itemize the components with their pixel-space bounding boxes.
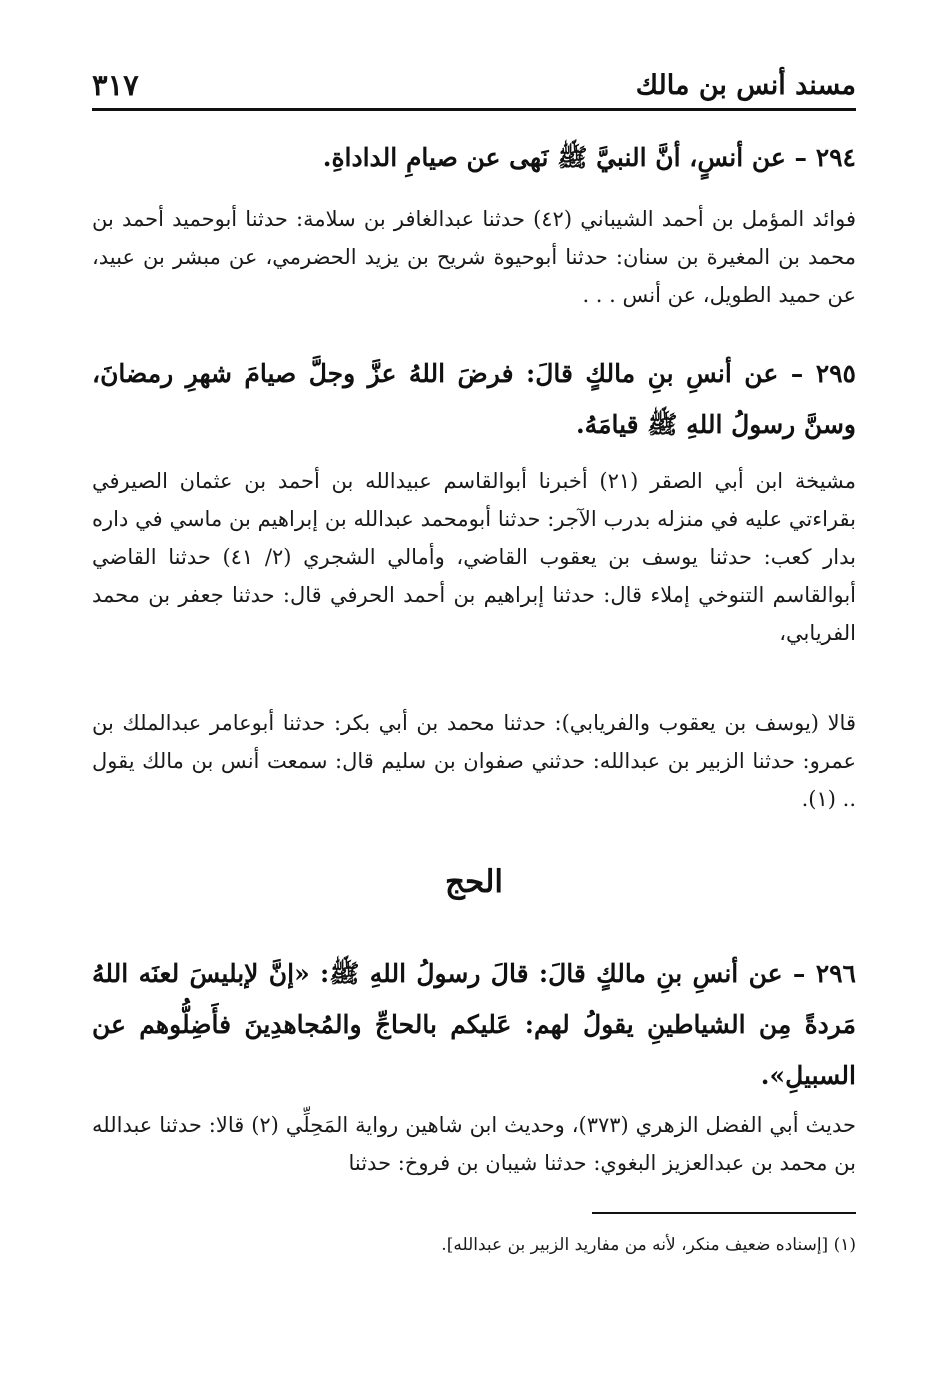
hadith-296-text: ٢٩٦ – عن أنسِ بنِ مالكٍ قالَ: قالَ رسولُ اللهِ ﷺ: «إنَّ لإبليسَ لعنَه اللهُ مَردةً مِن الشياطينِ يقولُ لهم: عَليكم بالحاجِّ والمُجاهدِينَ فأَضِلُّوهم عن السبيلِ». [92, 959, 856, 1090]
footnote: (١) [إسناده ضعيف منكر، لأنه من مفاريد الزبير بن عبدالله]. [441, 1235, 856, 1255]
section-title: الحج [444, 864, 504, 900]
hadith-296-source: حديث أبي الفضل الزهري (٣٧٣)، وحديث ابن شاهين رواية المَحِلِّي (٢) قالا: حدثنا عبدالله بن محمد بن عبدالعزيز البغوي: حدثنا شيبان بن فروخ: حدثنا [92, 1113, 856, 1175]
footnote-rule [592, 1212, 856, 1214]
page-header [92, 66, 856, 108]
hadith-294-text: ٢٩٤ – عن أنسٍ، أنَّ النبيَّ ﷺ نَهى عن صيامِ الداداةِ. [322, 143, 856, 172]
running-title: مسند أنس بن مالك [635, 70, 856, 101]
hadith-295-source-2: قالا (يوسف بن يعقوب والفريابي): حدثنا محمد بن أبي بكر: حدثنا أبوعامر عبدالملك بن عمرو: حدثنا الزبير بن عبدالله: حدثني صفوان بن سليم قال: سمعت أنس بن مالك يقول .. (١). [92, 711, 856, 811]
hadith-294-source: فوائد المؤمل بن أحمد الشيباني (٤٢) حدثنا عبدالغافر بن سلامة: حدثنا أبوحميد أحمد بن محمد بن المغيرة بن سنان: حدثنا أبوحيوة شريح بن يزيد الحضرمي، عن مبشر بن عبيد، عن حميد الطويل، عن أنس . . . [92, 207, 856, 307]
page-number: ٣١٧ [92, 68, 139, 102]
header-rule [92, 108, 856, 111]
hadith-295-source-1: مشيخة ابن أبي الصقر (٢١) أخبرنا أبوالقاسم عبيدالله بن أحمد بن عثمان الصيرفي بقراءتي عليه في منزله بدرب الآجر: حدثنا أبومحمد عبدالله بن إبراهيم بن ماسي في داره بدار كعب: حدثنا يوسف بن يعقوب القاضي، وأمالي الشجري (٢/ ٤١) حدثنا القاضي أبوالقاسم التنوخي إملاء قال: حدثنا إبراهيم بن أحمد الحرفي قال: حدثنا جعفر بن محمد الفريابي، [92, 469, 857, 645]
hadith-295-text: ٢٩٥ – عن أنسِ بنِ مالكٍ قالَ: فرضَ اللهُ عزَّ وجلَّ صيامَ شهرِ رمضانَ، وسنَّ رسولُ اللهِ ﷺ قيامَهُ. [92, 359, 856, 439]
